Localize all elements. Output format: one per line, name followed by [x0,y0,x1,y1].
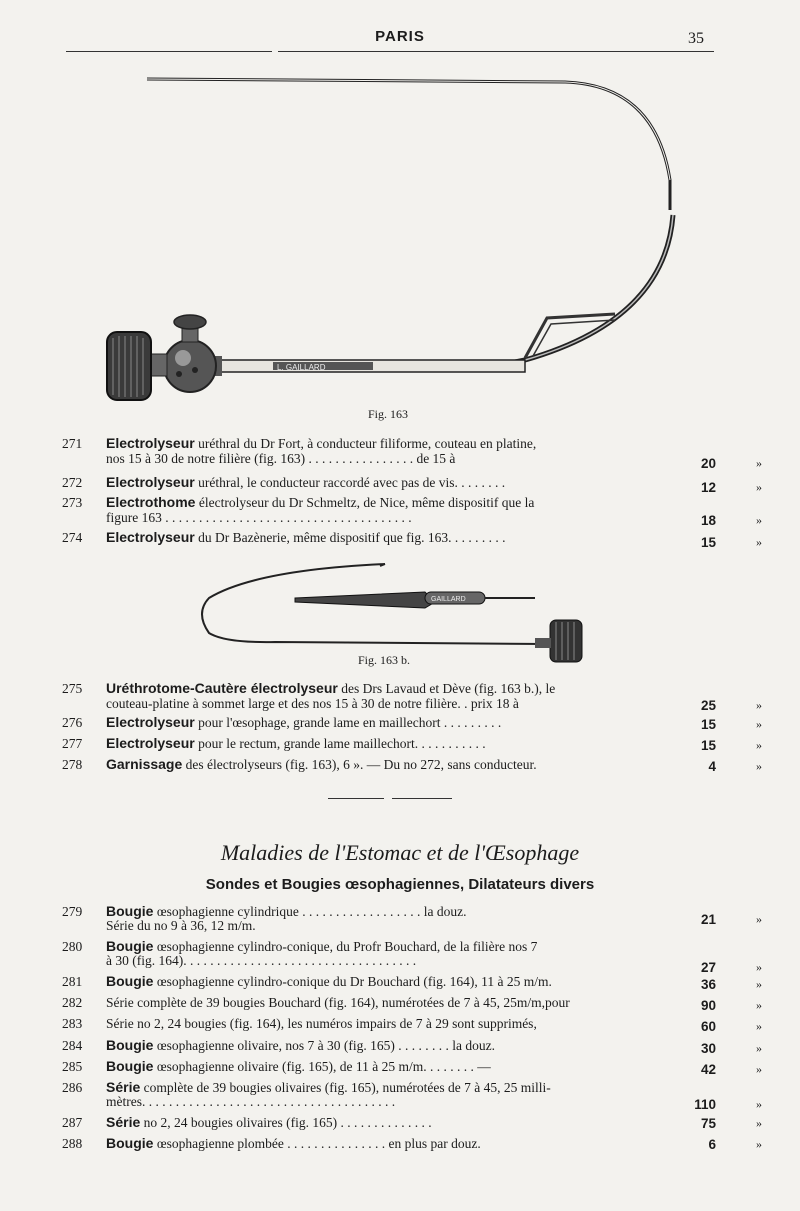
item-price: 90 [700,998,716,1013]
item-keyword: Bougie [106,1058,154,1074]
item-text: œsophagienne olivaire, nos 7 à 30 (fig. 165) . . . . . . . . la douz. [153,1038,496,1053]
item-price: 30 [700,1041,716,1056]
item-number: 280 [62,939,83,954]
item-text: œsophagienne cylindrique . . . . . . . . . . . . . . . . . . la douz. [153,904,467,919]
item-unit: » [756,738,762,752]
item-text-line2: couteau-platine à sommet large et des nos 15 à 30 de notre filière. . prix 18 à [106,696,519,711]
item-text: œsophagienne olivaire (fig. 165), de 11 à 25 m/m. . . . . . . . — [153,1059,491,1074]
catalog-item-278 [62,756,762,775]
item-price: 15 [700,738,716,753]
fig1-brand-text: L. GAILLARD [277,363,326,372]
item-text: des électrolyseurs (fig. 163), 6 ». — Du no 272, sans conducteur. [182,757,537,772]
section-title: Maladies de l'Estomac et de l'Œsophage [220,840,580,865]
item-number: 279 [62,904,83,919]
item-unit: » [756,998,762,1012]
figure-163-caption: Fig. 163 [368,407,409,421]
item-number: 284 [62,1038,83,1053]
item-unit: » [756,977,762,991]
item-text-line2: nos 15 à 30 de notre filière (fig. 163) . . . . . . . . . . . . . . . . de 15 à [106,451,456,466]
item-text: œsophagienne cylindro-conique, du Profr Bouchard, de la filière nos 7 [153,939,538,954]
page-header-title: PARIS [375,28,425,45]
item-number: 283 [62,1016,83,1031]
item-unit: » [756,480,762,494]
item-keyword: Bougie [106,938,154,954]
item-keyword: Electrolyseur [106,714,195,730]
figure-163b-caption: Fig. 163 b. [358,653,411,667]
item-number: 287 [62,1115,83,1130]
item-price: 36 [700,977,716,992]
item-text: électrolyseur du Dr Schmeltz, de Nice, même dispositif que la [195,495,535,510]
item-price: 20 [700,456,716,471]
item-price: 15 [700,717,716,732]
item-unit: » [756,1041,762,1055]
item-number: 285 [62,1059,83,1074]
catalog-item-287 [62,1114,762,1133]
item-text: des Drs Lavaud et Dève (fig. 163 b.), le [337,681,556,696]
item-keyword: Electrolyseur [106,474,195,490]
item-price: 27 [700,960,716,975]
item-price: 25 [700,698,716,713]
item-unit: » [756,717,762,731]
item-price: 75 [700,1116,716,1131]
item-keyword: Electrolyseur [106,529,195,545]
figure-163b-illustration [195,558,590,668]
item-text: pour le rectum, grande lame maillechort. . . . . . . . . . . [194,736,486,751]
item-number: 286 [62,1080,83,1095]
catalog-item-272 [62,474,762,495]
item-text: Série no 2, 24 bougies (fig. 164), les numéros impairs de 7 à 29 sont supprimés, [106,1016,537,1031]
item-price: 4 [708,759,716,774]
item-unit: » [756,1137,762,1151]
item-unit: » [756,1019,762,1033]
item-text: uréthral du Dr Fort, à conducteur filiforme, couteau en platine, [194,436,537,451]
item-keyword: Electrolyseur [106,735,195,751]
item-price: 42 [700,1062,716,1077]
item-number: 281 [62,974,83,989]
page-number: 35 [688,30,704,47]
item-keyword: Electrolyseur [106,435,195,451]
item-keyword: Bougie [106,973,154,989]
item-keyword: Garnissage [106,756,183,772]
catalog-item-279 [62,903,762,936]
item-keyword: Bougie [106,1135,154,1151]
figure-163-illustration [95,70,685,410]
item-unit: » [756,912,762,926]
item-keyword: Série [106,1079,141,1095]
item-number: 288 [62,1136,83,1151]
catalog-item-285 [62,1058,762,1077]
section-divider-right [392,798,452,799]
item-number: 272 [62,475,83,490]
header-rule-left [66,51,272,52]
item-keyword: Série [106,1114,141,1130]
item-text: œsophagienne cylindro-conique du Dr Bouchard (fig. 164), 11 à 25 m/m. [153,974,552,989]
header-rule-right [278,51,714,52]
catalog-item-281 [62,973,762,992]
item-text: complète de 39 bougies olivaires (fig. 165), numérotées de 7 à 45, 25 milli- [140,1080,551,1095]
catalog-item-277 [62,735,762,754]
item-number: 271 [62,436,83,451]
item-text: œsophagienne plombée . . . . . . . . . . . . . . . en plus par douz. [153,1136,481,1151]
item-text: uréthral, le conducteur raccordé avec pas de vis. . . . . . . . [194,475,506,490]
item-number: 276 [62,715,83,730]
item-price: 18 [700,513,716,528]
section-divider-left [328,798,384,799]
catalog-item-284 [62,1037,762,1056]
item-number: 282 [62,995,83,1010]
item-text: du Dr Bazènerie, même dispositif que fig. 163. . . . . . . . . [194,530,506,545]
item-keyword: Bougie [106,1037,154,1053]
catalog-item-273 [62,494,762,528]
item-price: 15 [700,535,716,550]
item-keyword: Electrothome [106,494,196,510]
item-text-line2: Série du no 9 à 36, 12 m/m. [106,918,256,933]
item-unit: » [756,513,762,527]
catalog-item-275 [62,680,762,713]
item-unit: » [756,1116,762,1130]
item-unit: » [756,1062,762,1076]
catalog-item-288 [62,1135,762,1154]
item-price: 110 [694,1097,716,1112]
item-text: Série complète de 39 bougies Bouchard (fig. 164), numérotées de 7 à 45, 25m/m,pour [106,995,570,1010]
catalog-item-283 [62,1016,762,1034]
item-text-line2: mètres. . . . . . . . . . . . . . . . . . . . . . . . . . . . . . . . . . . . . . [106,1094,396,1109]
item-price: 60 [700,1019,716,1034]
item-unit: » [756,456,762,470]
item-unit: » [756,698,762,712]
item-text: pour l'œsophage, grande lame en maillechort . . . . . . . . . [194,715,502,730]
item-number: 275 [62,681,83,696]
item-price: 12 [700,480,716,495]
catalog-item-286 [62,1079,762,1112]
item-number: 278 [62,757,83,772]
catalog-item-274 [62,529,762,550]
item-text-line2: figure 163 . . . . . . . . . . . . . . . . . . . . . . . . . . . . . . . . . . . . . [106,510,412,525]
item-price: 6 [708,1137,716,1152]
item-unit: » [756,1097,762,1111]
item-unit: » [756,960,762,974]
item-number: 274 [62,530,83,545]
item-number: 277 [62,736,83,751]
section-subtitle: Sondes et Bougies œsophagiennes, Dilatateurs divers [205,876,595,893]
fig2-brand-text: GAILLARD [431,596,466,603]
item-keyword: Uréthrotome-Cautère électrolyseur [106,680,338,696]
item-number: 273 [62,495,83,510]
catalog-item-271 [62,435,762,471]
catalog-item-276 [62,714,762,733]
item-text-line2: à 30 (fig. 164). . . . . . . . . . . . . . . . . . . . . . . . . . . . . . . . . . . [106,953,417,968]
item-keyword: Bougie [106,903,154,919]
catalog-item-282 [62,995,762,1013]
item-unit: » [756,759,762,773]
item-price: 21 [700,912,716,927]
item-text: no 2, 24 bougies olivaires (fig. 165) . . . . . . . . . . . . . . [140,1115,432,1130]
item-unit: » [756,535,762,549]
catalog-item-280 [62,938,762,975]
